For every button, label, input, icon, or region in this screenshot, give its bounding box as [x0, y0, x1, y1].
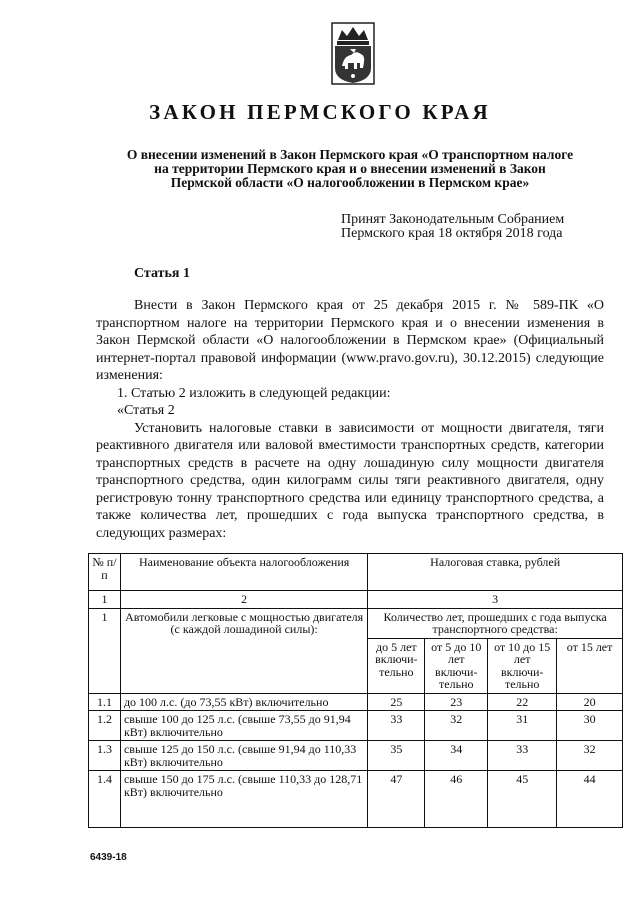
table-index-row: [89, 591, 623, 609]
rate-cell: 30: [557, 711, 623, 741]
subtitle-line: О внесении изменений в Закон Пермского края «О транспортном налоге: [126, 147, 574, 162]
index-cell: 1: [89, 591, 121, 609]
header-rate: Налоговая ставка, рублей: [368, 554, 623, 591]
row-object: до 100 л.с. (до 73,55 кВт) включительно: [120, 693, 367, 711]
rate-cell: 47: [368, 771, 425, 828]
index-cell: 2: [120, 591, 367, 609]
subtitle-line: Пермской области «О налогообложении в Пермском крае»: [170, 175, 530, 190]
item-paragraph: 1. Статью 2 изложить в следующей редакции:: [117, 385, 391, 401]
index-cell: 3: [368, 591, 623, 609]
rate-cell: 45: [488, 771, 557, 828]
row-object: свыше 150 до 175 л.с. (свыше 110,33 до 128,71 кВт) включительно: [120, 771, 367, 828]
adoption-note: [341, 213, 564, 241]
header-num: № п/п: [89, 554, 121, 591]
rate-cell: 35: [368, 741, 425, 771]
years-header: Количество лет, прошедших с года выпуска транспортного средства:: [368, 608, 623, 638]
subtitle-line: на территории Пермского края и о внесении изменений в Закон: [154, 161, 546, 176]
document-code: 6439-18: [90, 852, 127, 863]
adoption-line: Принят Законодательным Собранием: [341, 212, 565, 227]
row-num: 1.2: [89, 711, 121, 741]
rate-cell: 31: [488, 711, 557, 741]
rate-cell: 44: [557, 771, 623, 828]
rate-cell: 20: [557, 693, 623, 711]
table-header-row: [89, 554, 623, 591]
quoted-article-heading: «Статья 2: [117, 403, 175, 418]
law-title: ЗАКОН ПЕРМСКОГО КРАЯ: [149, 100, 491, 124]
year-column-header: от 15 лет: [557, 638, 623, 693]
rate-cell: 32: [557, 741, 623, 771]
article-heading: Статья 1: [134, 266, 190, 281]
year-column-header: от 5 до 10 лет включи-тельно: [425, 638, 488, 693]
rate-cell: 23: [425, 693, 488, 711]
rate-cell: 22: [488, 693, 557, 711]
table-row: [89, 711, 623, 741]
tax-rate-table: [88, 553, 623, 828]
rate-cell: 32: [425, 711, 488, 741]
row-object: свыше 125 до 150 л.с. (свыше 91,94 до 110,33 кВт) включительно: [120, 741, 367, 771]
table-row: [89, 741, 623, 771]
section-name: Автомобили легковые с мощностью двигателя (с каждой лошадиной силы):: [120, 608, 367, 693]
row-num: 1.4: [89, 771, 121, 828]
rates-paragraph: Установить налоговые ставки в зависимости от мощности двигателя, тяги реактивного двигателя или валовой вместимости транспортных средств, категории транспортных средств в расчете на одну лошадиную силу мощности двигателя транспортного средства, один килограмм силы тяги реактивного двигателя, одну регистровую тонну транспортного средства или единицу транспортного средства, а также количества лет, прошедших с года выпуска транспортного средства, в следующих размерах:: [96, 420, 604, 541]
perm-krai-emblem: [330, 22, 376, 86]
section-row: [89, 608, 623, 638]
row-object: свыше 100 до 125 л.с. (свыше 73,55 до 91,94 кВт) включительно: [120, 711, 367, 741]
year-column-header: от 10 до 15 лет включи-тельно: [488, 638, 557, 693]
rate-cell: 33: [488, 741, 557, 771]
year-column-header: до 5 лет включи-тельно: [368, 638, 425, 693]
header-object: Наименование объекта налогообложения: [120, 554, 367, 591]
row-num: 1.1: [89, 693, 121, 711]
section-num: 1: [89, 608, 121, 693]
rate-cell: 34: [425, 741, 488, 771]
adoption-line: Пермского края 18 октября 2018 года: [341, 226, 563, 241]
intro-paragraph: Внести в Закон Пермского края от 25 декабря 2015 г. № 589-ПК «О транспортном налоге на территории Пермского края и о внесении изменения в Закон Пермской области «О налогообложении в Пермском крае» (Официальный интернет-портал правовой информации (www.pravo.gov.ru), 30.12.2015) следующие изменения:: [96, 298, 604, 383]
table-row: [89, 693, 623, 711]
article-body: [96, 297, 604, 542]
table-row: [89, 771, 623, 828]
rate-cell: 33: [368, 711, 425, 741]
row-num: 1.3: [89, 741, 121, 771]
rate-cell: 25: [368, 693, 425, 711]
rate-cell: 46: [425, 771, 488, 828]
law-subtitle: [95, 148, 605, 190]
